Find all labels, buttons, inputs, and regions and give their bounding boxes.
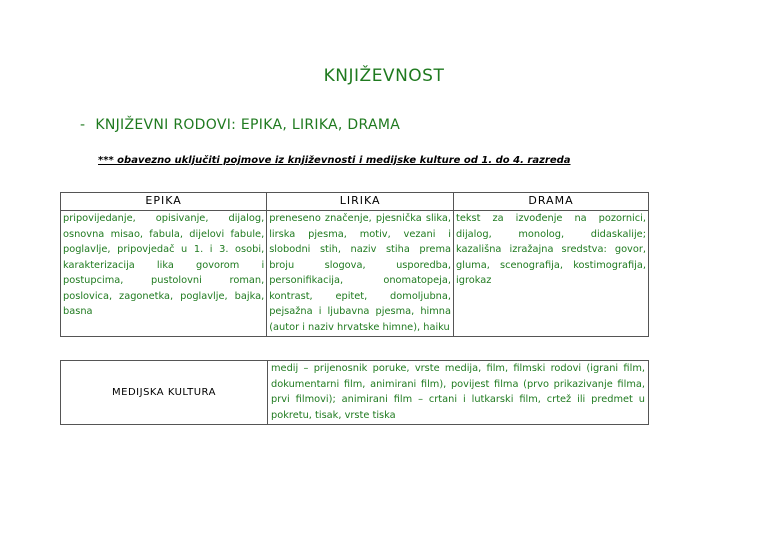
section-heading	[80, 117, 400, 133]
page-title: KNJIŽEVNOST	[323, 66, 445, 86]
literary-genres-table	[60, 192, 649, 337]
media-culture-content: medij – prijenosnik poruke, vrste medija, film, filmski rodovi (igrani film, dokumentarni film, animirani film), povijest filma (prvo prikazivanje filma, prvi filmovi); animirani film – crtani i lutkarski film, crtež ili predmet u pokretu, tisak, vrste tiska	[268, 361, 649, 425]
header-drama: DRAMA	[454, 193, 649, 211]
media-culture-label: MEDIJSKA KULTURA	[61, 361, 268, 425]
section-heading-text: KNJIŽEVNI RODOVI: EPIKA, LIRIKA, DRAMA	[95, 117, 401, 133]
requirement-note: *** obavezno uključiti pojmove iz književnosti i medijske kulture od 1. do 4. razreda	[98, 155, 571, 166]
table-row	[61, 361, 649, 425]
header-epika: EPIKA	[61, 193, 267, 211]
table-header-row	[61, 193, 649, 211]
cell-lirika: preneseno značenje, pjesnička slika, lirska pjesma, motiv, vezani i slobodni stih, naziv stiha prema broju slogova, usporedba, personifikacija, onomatopeja, kontrast, epitet, domoljubna, pejsažna i ljubavna pjesma, himna (autor i naziv hrvatske himne), haiku	[267, 211, 454, 337]
table-row	[61, 211, 649, 337]
cell-epika: pripovijedanje, opisivanje, dijalog, osnovna misao, fabula, dijelovi fabule, poglavlje, pripovjedač u 1. i 3. osobi, karakterizacija lika govorom i postupcima, pustolovni roman, poslovica, zagonetka, poglavlje, bajka, basna	[61, 211, 267, 337]
cell-drama: tekst za izvođenje na pozornici, dijalog, monolog, didaskalije; kazališna izražajna sredstva: govor, gluma, scenografija, kostimografija, igrokaz	[454, 211, 649, 337]
list-dash: -	[80, 117, 86, 133]
header-lirika: LIRIKA	[267, 193, 454, 211]
media-culture-table	[60, 360, 649, 425]
